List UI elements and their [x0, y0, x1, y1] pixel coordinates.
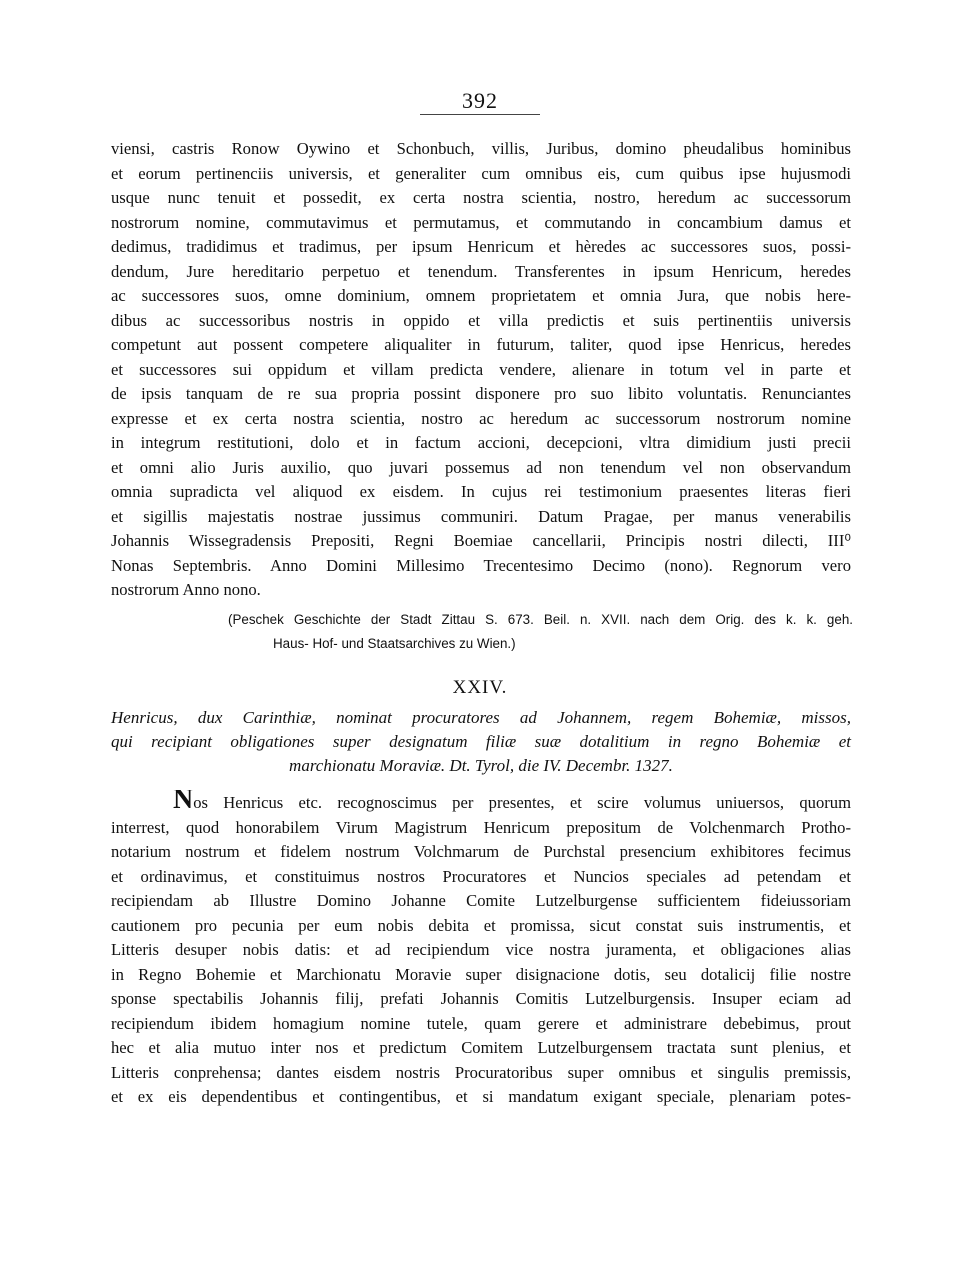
text-line: viensi, castris Ronow Oywino et Schonbuch, villis, Juribus, domino pheudalibus hominibus	[111, 139, 851, 158]
source-note	[228, 608, 853, 656]
text-line: et ex eis dependentibus et contingentibus, et si mandatum exigant speciale, plenariam potes-	[111, 1087, 851, 1106]
text-line: Litteris desuper nobis datis: et ad recipiendum vice nostra juramenta, et obligaciones alias	[111, 940, 851, 959]
text-line: dendum, Jure hereditario perpetuo et tenendum. Transferentes in ipsum Henricum, heredes	[111, 261, 851, 281]
text-line: in integrum restitutioni, dolo et in factum accioni, decepcioni, vltra dimidium justi precii	[111, 433, 851, 452]
text-line: sponse spectabilis Johannis filij, prefati Johannis Comitis Lutzelburgensis. Insuper eciam ad	[111, 989, 851, 1008]
text-line: usque nunc tenuit et possedit, ex certa nostra scientia, nostro, heredum ac successorum	[111, 188, 851, 207]
text-line: cautionem pro pecunia per eum nobis debita et promissa, sicut constat suis instrumentis, et	[111, 915, 851, 935]
text-line: Litteris conprehensa; dantes eisdem nostris Procuratoribus super omnibus et singulis premissis,	[111, 1062, 851, 1082]
text-line: et successores sui oppidum et villam predicta vendere, alienare in totum vel in parte et	[111, 359, 851, 379]
text-line: hec et alia mutuo inter nos et predictum Comitem Lutzelburgensem tractata sunt plenius, et	[111, 1038, 851, 1057]
text-line: nostrorum Anno nono.	[111, 580, 261, 599]
document-number: XXIV.	[452, 677, 508, 698]
continuation-text	[111, 137, 851, 603]
text-line: Nonas Septembris. Anno Domini Millesimo Trecentesimo Decimo (nono). Regnorum vero	[111, 555, 851, 575]
text-line: ac successores suos, omne dominium, omnem proprietatem et omnia Jura, que nobis here-	[111, 286, 851, 305]
text-line: competunt aut possent competere aliqualiter in futurum, taliter, quod ipse Henricus, heredes	[111, 335, 851, 354]
text-line: dedimus, tradidimus et tradimus, per ipsum Henricum et hèredes ac successores suos, possi-	[111, 237, 851, 256]
document-heading	[111, 706, 851, 778]
text-line: dibus ac successoribus nostris in oppido et villa predictis et suis pertinentiis universis	[111, 310, 851, 330]
document-text	[111, 790, 851, 1110]
source-note-line-1: (Peschek Geschichte der Stadt Zittau S. 673. Beil. n. XVII. nach dem Orig. des k. k. geh.	[228, 612, 853, 627]
first-line-rest: os Henricus etc. recognoscimus per presentes, et scire volumus uniuersos, quorum	[193, 793, 851, 812]
text-line: notarium nostrum et fidelem nostrum Volchmarum de Purchstal presencium exhibitores fecimus	[111, 842, 851, 861]
text-line: et eorum pertinenciis universis, et generaliter cum omnibus eis, cum quibus ipse hujusmodi	[111, 163, 851, 183]
text-line: recipiendum ibidem homagium nomine tutele, quam gerere et administrare debebimus, prout	[111, 1013, 851, 1033]
initial-letter: N	[173, 790, 194, 815]
text-line: expresse et ex certa nostra scientia, nostro ac heredum ac successorum nostrorum nomine	[111, 408, 851, 428]
header-rule	[420, 114, 540, 115]
text-line: Johannis Wissegradensis Prepositi, Regni Boemiae cancellarii, Principis nostri dilecti, III⁰	[111, 531, 851, 550]
text-line: recipiendam ab Illustre Domino Johanne Comite Lutzelburgense sufficientem fideiussoriam	[111, 891, 851, 910]
page-number: 392	[462, 88, 498, 113]
text-line: interrest, quod honorabilem Virum Magistrum Henricum prepositum de Volchenmarch Protho-	[111, 817, 851, 837]
heading-line: qui recipiant obligationes super designatum filiæ suæ dotalitium in regno Bohemiæ et	[111, 732, 851, 751]
text-line: et omni alio Juris auxilio, quo juvari possemus ad non tenendum vel non observandum	[111, 457, 851, 477]
text-line: omnia supradicta vel aliquod ex eisdem. In cujus rei testimonium praesentes literas fieri	[111, 482, 851, 501]
text-line: et ordinavimus, et constituimus nostros Procuratores et Nuncios speciales ad petendam et	[111, 866, 851, 886]
text-line: nostrorum nomine, commutavimus et permutamus, et commutando in concambium damus et	[111, 212, 851, 232]
heading-line: marchionatu Moraviæ. Dt. Tyrol, die IV. Decembr. 1327.	[289, 756, 673, 775]
source-note-line-2: Haus- Hof- und Staatsarchives zu Wien.)	[273, 636, 516, 651]
first-text-line	[111, 790, 851, 816]
text-line: de ipsis tanquam de re sua propria possint disponere pro suo libito voluntatis. Renunciantes	[111, 384, 851, 403]
text-line: et sigillis majestatis nostrae jussimus communiri. Datum Pragae, per manus venerabilis	[111, 506, 851, 526]
heading-line: Henricus, dux Carinthiæ, nominat procuratores ad Johannem, regem Bohemiæ, missos,	[111, 708, 851, 727]
text-line: in Regno Bohemie et Marchionatu Moravie super disignacione dotis, seu dotalicij filie nostre	[111, 964, 851, 984]
